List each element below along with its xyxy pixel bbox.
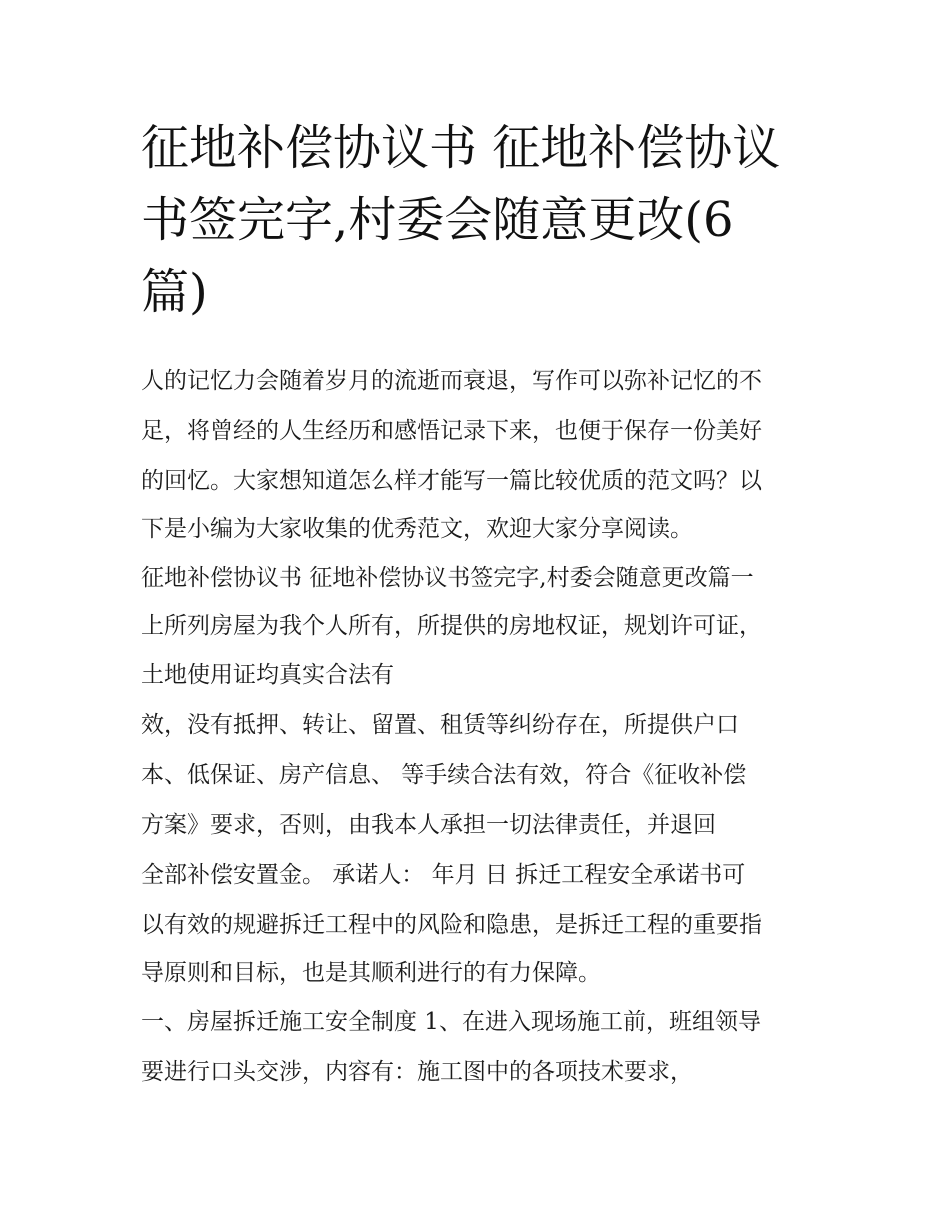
body-line-13: 导原则和目标，也是其顺利进行的有力保障。	[141, 960, 601, 986]
document-title	[141, 112, 821, 328]
body-line-2: 足，将曾经的人生经历和感悟记录下来，也便于保存一份美好	[141, 418, 762, 444]
body-line-1: 人的记忆力会随着岁月的流逝而衰退，写作可以弥补记忆的不	[141, 368, 762, 394]
body-line-4: 下是小编为大家收集的优秀范文，欢迎大家分享阅读。	[141, 516, 693, 542]
body-line-12: 以有效的规避拆迁工程中的风险和隐患，是拆迁工程的重要指	[141, 912, 762, 938]
body-line-10: 方案》要求，否则，由我本人承担一切法律责任，并退回	[141, 812, 716, 838]
body-line-9: 本、低保证、房产信息、 等手续合法有效，符合《征收补偿	[141, 762, 747, 788]
body-line-11: 全部补偿安置金。 承诺人： 年月 日 拆迁工程安全承诺书可	[141, 862, 746, 888]
document-body	[141, 356, 831, 1097]
body-line-8: 效，没有抵押、转让、留置、租赁等纠纷存在，所提供户口	[141, 712, 739, 738]
body-line-6: 上所列房屋为我个人所有，所提供的房地权证，规划许可证，	[141, 613, 762, 639]
body-line-7: 土地使用证均真实合法有	[141, 662, 394, 688]
body-line-5: 征地补偿协议书 征地补偿协议书签完字,村委会随意更改篇一	[141, 565, 754, 591]
title-line-2: 书签完字,村委会随意更改(6	[141, 192, 734, 248]
title-line-1: 征地补偿协议书 征地补偿协议	[141, 120, 781, 176]
body-line-3: 的回忆。大家想知道怎么样才能写一篇比较优质的范文吗？以	[141, 468, 762, 494]
body-line-15: 要进行口头交涉，内容有：施工图中的各项技术要求，	[141, 1059, 693, 1085]
body-line-14: 一、房屋拆迁施工安全制度 1、在进入现场施工前，班组领导	[141, 1009, 761, 1035]
title-line-3: 篇)	[141, 264, 208, 320]
